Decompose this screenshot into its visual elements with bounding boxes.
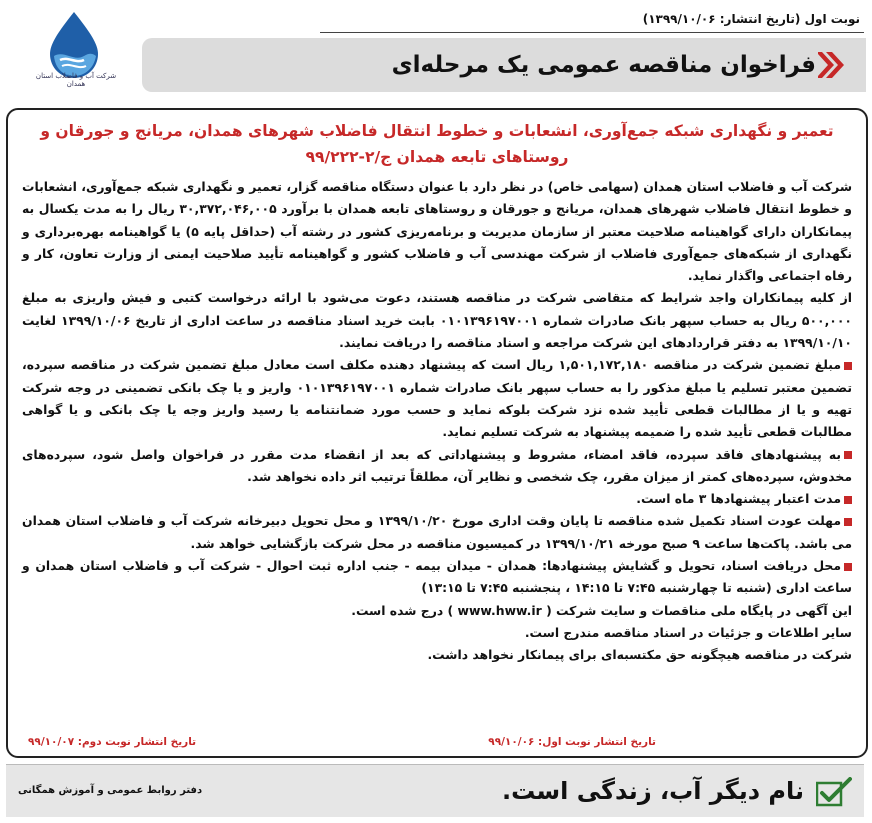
- publish-date-second: تاریخ انتشار نوبت دوم: ۹۹/۱۰/۰۷: [28, 736, 197, 748]
- notice-body: [22, 176, 852, 667]
- bullet-text: به پیشنهادهای فاقد سپرده، فاقد امضاء، مشروط و پیشنهاداتی که بعد از انقضاء مدت مقرر در فراخوان واصل شود، سپرده‌های مخدوش، سپرده‌های کمتر از میزان مقرر، چک شخصی و نظایر آن، مطلقاً ترتیب اثر داده نخواهد شد.: [22, 446, 852, 484]
- bullet-text: مبلغ تضمین شرکت در مناقصه ۱,۵۰۱,۱۷۲,۱۸۰ ریال است که پیشنهاد دهنده مکلف است معادل مبلغ تضمین شرکت در مناقصه سپرده، تضمین معتبر تسلیم یا مبلغ مذکور را به حساب سپهر بانک صادرات شماره ۰۱۰۱۳۹۶۱۹۷۰۰۱ واریز و یا چک بانکی تضمینی در وجه شرکت تهیه و یا از مطالبات قطعی تأیید شده نزد شرکت بلوکه نماید و حسب مورد ضمانتنامه یا رسید واریز وجه یا چک بانکی و یا گواهی مطالبات قطعی تأیید شده را ضمیمه پیشنهاد به شرکت تسلیم نماید.: [22, 357, 852, 440]
- bullet-text: محل دریافت اسناد، تحویل و گشایش پیشنهادها: همدان - میدان بیمه - جنب اداره ثبت احوال - شرکت آب و فاضلاب استان همدان و ساعت اداری (شنبه تا چهارشنبه ۷:۴۵ تا ۱۴:۱۵ ، پنجشنبه ۷:۴۵ تا ۱۳:۱۵): [22, 558, 852, 596]
- logo-caption: شرکت آب و فاضلاب استان همدان: [35, 72, 117, 88]
- notice-subject-title: تعمیر و نگهداری شبکه جمع‌آوری، انشعابات و خطوط انتقال فاضلاب شهرهای همدان، مریانج و جورقان و روستاهای تابعه همدان ج/۲-۹۹/۲۲۲: [40, 122, 834, 166]
- publish-dates: [8, 736, 866, 748]
- body-paragraph: شرکت آب و فاضلاب استان همدان (سهامی خاص) در نظر دارد با عنوان دستگاه مناقصه گزار، تعمیر و نگهداری شبکه جمع‌آوری، انشعابات و خطوط انتقال فاضلاب شهرهای همدان، مریانج و جورقان و روستاهای تابعه همدان با برآورد ۳۰,۳۷۲,۰۴۶,۰۰۵ ریال را به مدت یکسال به پیمانکاران دارای گواهینامه صلاحیت معتبر از سازمان مدیریت و برنامه‌ریزی کشور در رشته آب (حداقل پایه ۵) یا گواهینامه بهره‌برداری و نگهداری از شبکه‌های جمع‌آوری فاضلاب از شرکت مهندسی آب و فاضلاب کشور و گواهینامه تأیید صلاحیت ایمنی از وزارت تعاون، کار و رفاه اجتماعی واگذار نماید.: [22, 179, 853, 284]
- footer-bar: [6, 764, 864, 817]
- edition-line: نوبت اول (تاریخ انتشار: ۱۳۹۹/۱۰/۰۶): [320, 6, 864, 33]
- bullet-item: [22, 510, 852, 555]
- closing-line: شرکت در مناقصه هیچگونه حق مکتسبه‌ای برای پیمانکار نخواهد داشت.: [427, 647, 852, 663]
- bullet-item: [22, 555, 852, 600]
- water-drop-logo-icon: [18, 10, 130, 80]
- publish-date-first: تاریخ انتشار نوبت اول: ۹۹/۱۰/۰۶: [488, 736, 656, 748]
- bullet-text: مدت اعتبار پیشنهادها ۳ ماه است.: [636, 491, 841, 507]
- red-square-bullet-icon: [844, 362, 852, 370]
- footer-slogan: نام دیگر آب، زندگی است.: [502, 777, 804, 805]
- bullet-item: [22, 354, 852, 443]
- body-paragraph: از کلیه پیمانکاران واجد شرایط که متقاضی شرکت در مناقصه هستند، دعوت می‌شود با ارائه درخواست کتبی و فیش واریزی به مبلغ ۵۰۰,۰۰۰ ریال به حساب سپهر بانک صادرات شماره ۰۱۰۱۳۹۶۱۹۷۰۰۱ بابت خرید اسناد مناقصه در ساعت اداری از تاریخ ۱۳۹۹/۱۰/۰۶ لغایت ۱۳۹۹/۱۰/۱۰ به دفتر قراردادهای این شرکت مراجعه و اسناد مناقصه را دریافت نمایند.: [22, 290, 852, 351]
- notice-heading: فراخوان مناقصه عمومی یک مرحله‌ای: [391, 52, 816, 78]
- closing-line: این آگهی در پایگاه ملی مناقصات و سایت شرکت ( www.hww.ir ) درج شده است.: [351, 602, 852, 618]
- footer-department: دفتر روابط عمومی و آموزش همگانی: [18, 785, 203, 796]
- check-mark-icon: [816, 777, 852, 807]
- red-square-bullet-icon: [844, 451, 852, 459]
- red-square-bullet-icon: [844, 518, 852, 526]
- bullet-item: [22, 444, 852, 489]
- bullet-text: مهلت عودت اسناد تکمیل شده مناقصه تا پایان وقت اداری مورخ ۱۳۹۹/۱۰/۲۰ و محل تحویل دبیرخانه شرکت آب و فاضلاب استان همدان می باشد. پاکت‌ها ساعت ۹ صبح مورخه ۱۳۹۹/۱۰/۲۱ در کمیسیون مناقصه در محل شرکت بازگشایی خواهد شد.: [22, 513, 852, 551]
- bullet-item: [22, 488, 852, 510]
- red-square-bullet-icon: [844, 563, 852, 571]
- title-banner: [142, 38, 866, 92]
- notice-frame: [6, 108, 868, 758]
- closing-line: سایر اطلاعات و جزئیات در اسناد مناقصه مندرج است.: [524, 624, 852, 640]
- double-chevron-icon: [818, 52, 852, 78]
- red-square-bullet-icon: [844, 496, 852, 504]
